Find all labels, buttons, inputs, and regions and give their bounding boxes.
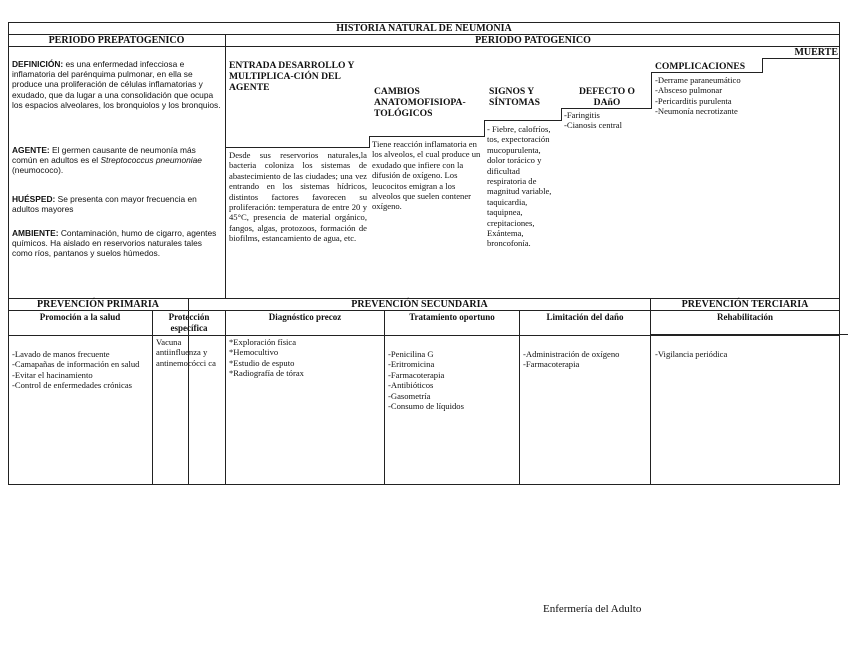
complications-stage-title: COMPLICACIONES bbox=[655, 61, 746, 72]
early-diagnosis-list bbox=[229, 337, 379, 379]
complication-item: -Absceso pulmonar bbox=[655, 85, 723, 96]
damage-item: -Cianosis central bbox=[564, 120, 622, 131]
agent-label: AGENTE: bbox=[12, 145, 50, 155]
patogenic-header: PERIODO PATOGENICO bbox=[475, 35, 591, 46]
list-item: -Penicilina G bbox=[388, 349, 434, 359]
agent-block bbox=[12, 145, 222, 176]
list-item: -Camapañas de información en salud bbox=[12, 359, 140, 370]
complication-item: -Neumonía necrotizante bbox=[655, 106, 738, 117]
list-item: -Evitar el hacinamiento bbox=[12, 369, 93, 380]
col-timely-treatment: Tratamiento oportuno bbox=[409, 312, 495, 322]
signs-stage-text: - Fiebre, calofríos, tos, expectoración mucopurulenta, dolor torácico y dificultad respiratoria de magnitud variable, taquicardia, taquipnea, crepitaciones, Exántema, broncofonía. bbox=[487, 124, 552, 249]
col-specific-protection: Protección específica bbox=[168, 312, 210, 333]
list-item: *Exploración física bbox=[229, 337, 297, 347]
death-label: MUERTE bbox=[794, 47, 838, 58]
complications-list bbox=[655, 75, 755, 117]
health-promotion-list bbox=[12, 349, 149, 391]
definition-block bbox=[12, 59, 222, 110]
list-item: *Hemocultivo bbox=[229, 347, 279, 358]
changes-stage-text: Tiene reacción inflamatoria en los alveolos, el cual produce un exudado que infiere con la difusión de oxígeno. Los leucocitos emigran a los alveolos que suelen contener oxígeno. bbox=[372, 139, 481, 212]
complication-item: -Derrame paraneumático bbox=[655, 75, 741, 85]
specific-protection-text: Vacuna antiinfluenza y antinemocócci ca bbox=[156, 337, 216, 368]
damage-limitation-list bbox=[523, 349, 649, 370]
list-item: -Lavado de manos frecuente bbox=[12, 349, 110, 359]
col-health-promotion: Promoción a la salud bbox=[39, 312, 121, 322]
page-footer: Enfermería del Adulto bbox=[543, 603, 642, 615]
list-item: -Antibióticos bbox=[388, 380, 434, 391]
secondary-prevention-header: PREVENCIÓN SECUNDARIA bbox=[351, 299, 488, 310]
entry-stage-text: Desde sus reservorios naturales,la bacteria coloniza los sistemas de abastecimiento de las ciudades; una vez entrando en los sistemas hídricos, distintos factores favorecen su proliferación: temperatura de entre 20 y 45°C, presencia de material orgánico, fangos, algas, protozoos, formación de biofilms, estancamiento de agua, etc. bbox=[229, 150, 367, 244]
prepatogenic-header: PERIODO PREPATOGENICO bbox=[48, 35, 185, 46]
list-item: -Consumo de líquidos bbox=[388, 401, 464, 412]
environment-label: AMBIENTE: bbox=[12, 228, 59, 238]
signs-stage-title: SIGNOS Y SÍNTOMAS bbox=[489, 86, 541, 108]
host-block bbox=[12, 194, 224, 214]
list-item: -Administración de oxígeno bbox=[523, 349, 620, 359]
host-text: Se presenta con mayor frecuencia en adultos mayores bbox=[12, 194, 197, 215]
definition-text: es una enfermedad infecciosa e inflamatoria del parénquima pulmonar, en ella se produce una proliferación de células inflamatorias y exudado, que da lugar a una consolidación que ocupa los espacios alveolares, los bronquiolos y los bronquios. bbox=[12, 59, 221, 110]
damage-stage-list bbox=[564, 110, 650, 131]
agent-species: Streptococcus pneumoniae bbox=[100, 155, 202, 166]
col-early-diagnosis: Diagnóstico precoz bbox=[268, 312, 342, 322]
agent-text: El germen causante de neumonía más común en adultos es el bbox=[12, 145, 196, 166]
changes-stage-title: CAMBIOS ANATOMOFISIOPA-TOLÓGICOS bbox=[374, 86, 466, 119]
col-damage-limitation: Limitación del daño bbox=[546, 312, 624, 322]
tertiary-prevention-header: PREVENCIÓN TERCIARIA bbox=[681, 299, 809, 310]
list-item: *Estudio de esputo bbox=[229, 357, 295, 368]
environment-block bbox=[12, 228, 224, 259]
complication-item: -Pericarditis purulenta bbox=[655, 95, 732, 106]
col-rehabilitation: Rehabilitación bbox=[716, 312, 773, 322]
list-item: -Farmacoterapia bbox=[523, 359, 580, 370]
environment-text: Contaminación, humo de cigarro, agentes químicos. Ha aislado en reservorios naturales tales como ríos, pantanos y suelos húmedos. bbox=[12, 228, 217, 259]
agent-text-after: (neumococo). bbox=[12, 165, 64, 176]
list-item: *Radiografía de tórax bbox=[229, 368, 304, 379]
definition-label: DEFINICIÓN: bbox=[12, 59, 64, 69]
host-label: HUÉSPED: bbox=[12, 194, 56, 204]
rehabilitation-list bbox=[655, 349, 835, 359]
list-item: -Farmacoterapia bbox=[388, 369, 445, 380]
damage-stage-title: DEFECTO O DAñO bbox=[578, 86, 636, 108]
list-item: -Gasometría bbox=[388, 390, 431, 401]
entry-stage-title: ENTRADA DESARROLLO Y MULTIPLICA-CIÓN DEL AGENTE bbox=[229, 60, 355, 93]
primary-prevention-header: PREVENCIÓN PRIMARIA bbox=[37, 299, 159, 310]
list-item: -Control de enfermedades crónicas bbox=[12, 380, 133, 391]
page-title: HISTORIA NATURAL DE NEUMONIA bbox=[336, 23, 512, 34]
damage-item: -Faringitis bbox=[564, 110, 600, 120]
list-item: -Vigilancia periódica bbox=[655, 349, 728, 359]
timely-treatment-list bbox=[388, 349, 516, 411]
list-item: -Eritromicina bbox=[388, 359, 435, 370]
